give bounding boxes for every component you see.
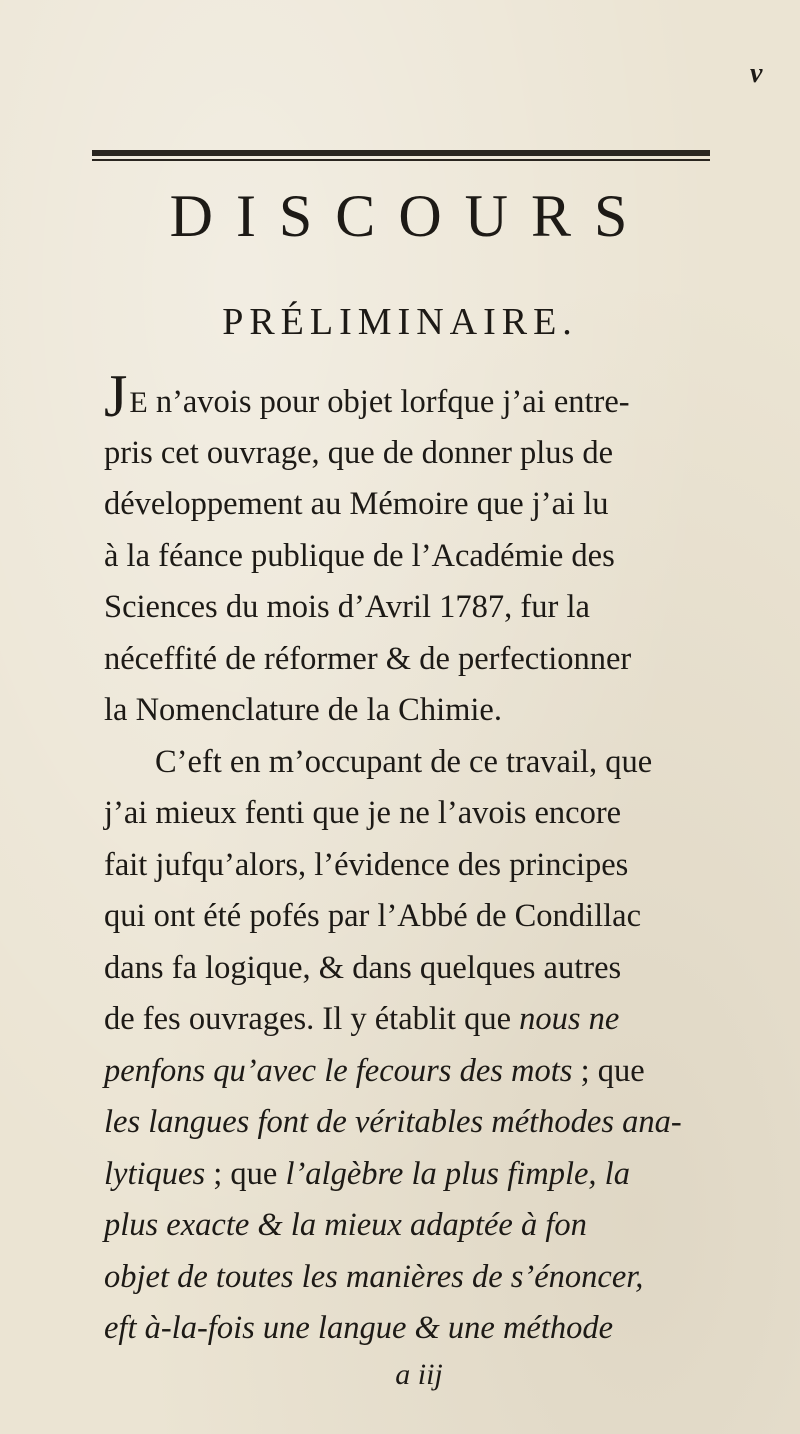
text-line (104, 1149, 734, 1201)
text-italic: nous ne (519, 1001, 620, 1037)
text-line: pris cet ouvrage, que de donner plus de (104, 434, 614, 471)
text-line: développement au Mémoire que j’ai lu (104, 486, 609, 522)
text-line: eft à-la-fois une langue & une méthode (104, 1310, 614, 1346)
text-italic: lytiques (104, 1155, 206, 1192)
text-line: dans fa logique, & dans quelques autres (104, 949, 622, 986)
text-line: néceffité de réformer & de perfectionner (104, 640, 632, 677)
text-line: les langues font de véritables méthodes ana- (104, 1104, 682, 1140)
body-text (104, 363, 734, 1395)
page-title: DISCOURS (169, 183, 651, 249)
header-rule-thick (92, 150, 710, 156)
text-line: fait jufqu’alors, l’évidence des principes (104, 846, 629, 883)
text-line (104, 363, 734, 429)
first-word-caps: E (129, 386, 148, 419)
text-line: j’ai mieux fenti que je ne l’avois encore (104, 795, 622, 831)
text-roman: ; que (572, 1052, 645, 1089)
header-rule-thin (92, 159, 710, 161)
text-line (104, 994, 734, 1046)
text-line: objet de toutes les manières de s’énoncer, (104, 1258, 644, 1295)
text-line: C’eft en m’occupant de ce travail, que (155, 743, 653, 780)
text-roman: de fes ouvrages. Il y établit que (104, 1001, 520, 1037)
text-line: Sciences du mois d’Avril 1787, fur la (104, 589, 590, 625)
text-line: qui ont été pofés par l’Abbé de Condillac (104, 898, 641, 934)
text-line-content: n’avois pour objet lorfque j’ai entre- (147, 384, 630, 420)
text-line: à la féance publique de l’Académie des (104, 537, 615, 574)
text-line: la Nomenclature de la Chimie. (104, 692, 502, 728)
text-line (104, 1046, 734, 1098)
drop-cap: J (104, 363, 128, 429)
page-number: v (750, 58, 763, 89)
text-italic: l’algèbre la plus fimple, la (285, 1155, 630, 1192)
page-subtitle: PRÉLIMINAIRE. (222, 301, 578, 343)
signature-mark: a iij (395, 1357, 443, 1391)
text-roman: ; que (205, 1155, 286, 1192)
text-line: plus exacte & la mieux adaptée à fon (104, 1207, 587, 1243)
text-italic: penfons qu’avec le fecours des mots (104, 1052, 573, 1089)
